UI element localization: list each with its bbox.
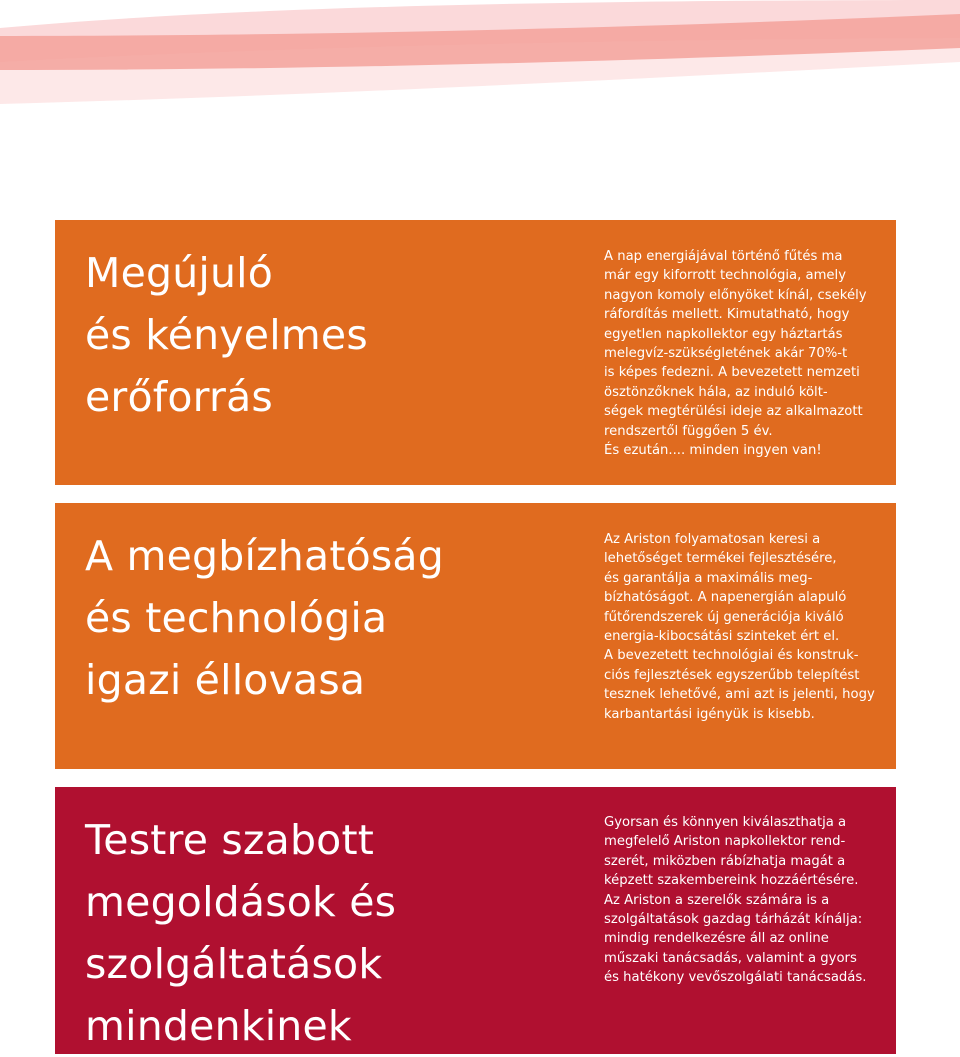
section-renewable-energy	[55, 220, 896, 485]
body-line: karbantartási igényük is kisebb.	[604, 706, 815, 722]
body-line: Az Ariston folyamatosan keresi a	[604, 532, 821, 547]
section-heading	[85, 525, 555, 711]
body-line: szolgáltatások gazdag tárházát kínálja:	[604, 912, 863, 928]
heading-line: szolgáltatások	[85, 940, 383, 988]
body-line: melegvíz-szükségletének akár 70%-t	[604, 346, 848, 362]
body-line: A bevezetett technológiai és konstruk-	[604, 648, 859, 664]
body-line: ségek megtérülési ideje az alkalmazott	[604, 404, 863, 420]
heading-line: és technológia	[85, 594, 388, 642]
body-line: tesznek lehetővé, ami azt is jelenti, hogy	[604, 687, 875, 703]
body-line: egyetlen napkollektor egy háztartás	[604, 326, 843, 342]
body-line: energia-kibocsátási szinteket ért el.	[604, 629, 840, 645]
section-reliability-technology	[55, 503, 896, 769]
body-line: szerét, miközben rábízhatja magát a	[604, 853, 846, 869]
heading-line: és kényelmes	[85, 311, 368, 359]
section-body-text	[604, 530, 894, 724]
body-line: is képes fedezni. A bevezetett nemzeti	[604, 365, 860, 381]
body-line: ciós fejlesztések egyszerűbb telepítést	[604, 667, 860, 683]
body-line: ráfordítás mellett. Kimutatható, hogy	[604, 307, 850, 323]
body-line: és garantálja a maximális meg-	[604, 570, 813, 586]
section-heading	[85, 242, 555, 428]
body-line: megfelelő Ariston napkollektor rend-	[604, 834, 846, 850]
body-line: mindig rendelkezésre áll az online	[604, 931, 829, 947]
body-line: fűtőrendszerek új generációja kiváló	[604, 609, 844, 625]
body-line: már egy kiforrott technológia, amely	[604, 268, 847, 284]
body-line: Az Ariston a szerelők számára is a	[604, 892, 830, 908]
heading-line: Testre szabott	[85, 816, 375, 864]
section-custom-solutions	[55, 787, 896, 1054]
heading-line: A megbízhatóság	[85, 532, 444, 580]
heading-line: megoldások és	[85, 878, 397, 926]
body-line: bízhatóságot. A napenergián alapuló	[604, 590, 847, 606]
body-line: műszaki tanácsadás, valamint a gyors	[604, 950, 857, 966]
heading-line: Megújuló	[85, 249, 274, 297]
section-heading	[85, 809, 555, 1057]
body-line: ösztönzőknek hála, az induló költ-	[604, 384, 828, 400]
body-line: nagyon komoly előnyöket kínál, csekély	[604, 287, 867, 303]
section-body-text	[604, 247, 894, 460]
body-line: rendszertől függően 5 év.	[604, 423, 773, 439]
heading-line: mindenkinek	[85, 1002, 352, 1050]
heading-line: igazi éllovasa	[85, 656, 366, 704]
section-body-text	[604, 813, 894, 988]
body-line: képzett szakembereink hozzáértésére.	[604, 873, 859, 889]
body-line: És ezután.... minden ingyen van!	[604, 443, 822, 459]
body-line: lehetőséget termékei fejlesztésére,	[604, 551, 837, 567]
body-line: Gyorsan és könnyen kiválaszthatja a	[604, 815, 847, 830]
body-line: és hatékony vevőszolgálati tanácsadás.	[604, 970, 867, 986]
decorative-wave-banner	[0, 0, 960, 110]
heading-line: erőforrás	[85, 373, 273, 421]
body-line: A nap energiájával történő fűtés ma	[604, 249, 843, 264]
